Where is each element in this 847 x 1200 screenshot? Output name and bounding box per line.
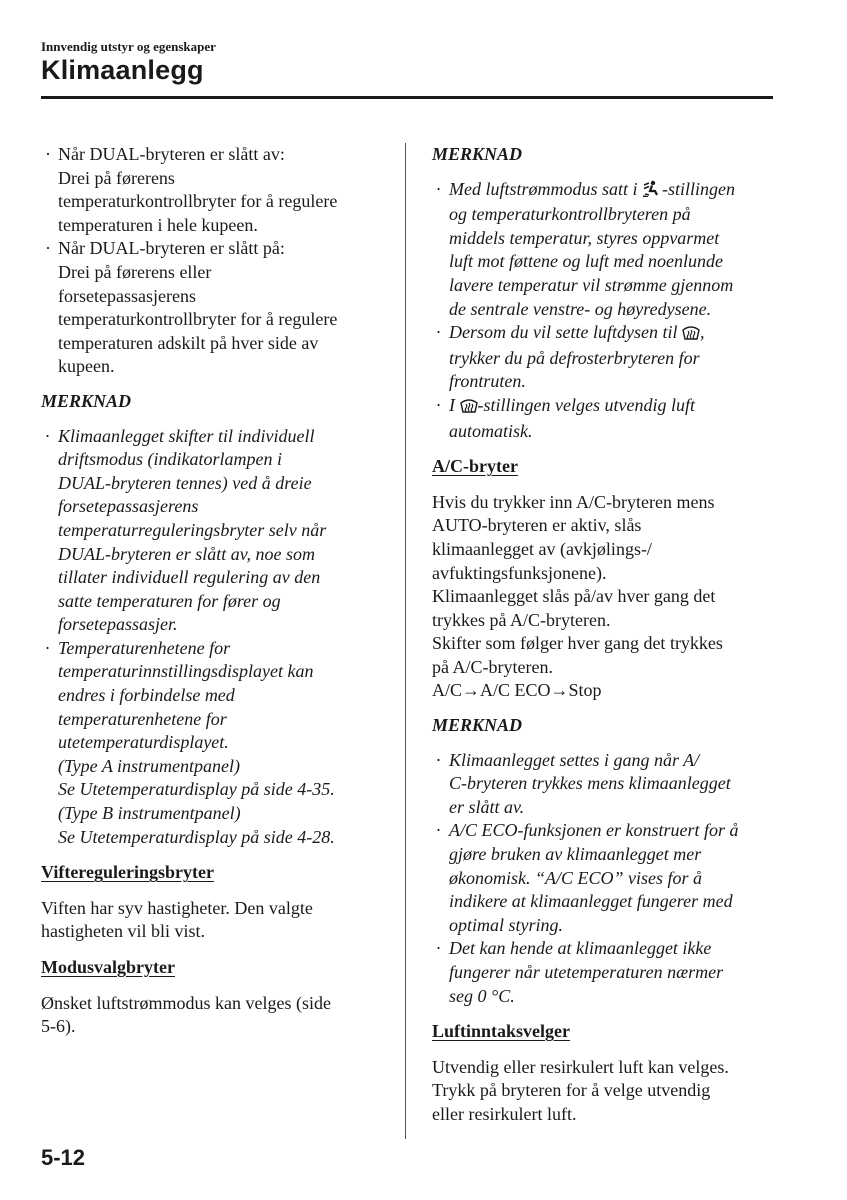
text-line: forsetepassasjerens [58,285,196,306]
text-line: A/C ECO-funksjonen er konstruert for å [449,820,739,841]
list-item [41,143,386,237]
list-item [41,637,386,849]
section-heading-air-intake: Luftinntaksvelger [432,1021,571,1042]
text-line: trykker du på defrosterbryteren for [449,347,700,368]
text-line: klimaanlegget av (avkjølings-/ [432,538,652,559]
section-label: Innvendig utstyr og egenskaper [41,39,216,54]
text-line: endres i forbindelse med [58,685,235,706]
floor-defrost-mode-icon [642,180,662,204]
text-line: Skifter som følger hver gang det trykkes [432,633,723,654]
left-column [41,143,386,1039]
text-line: indikere at klimaanlegget fungerer med [449,891,733,912]
list-item [41,237,386,379]
list-item [432,937,777,1008]
text-line: temperaturen adskilt på hver side av [58,332,319,353]
windshield-defrost-icon [682,323,700,347]
text-line: tillater individuell regulering av den [58,567,321,588]
section-heading-fan: Viftereguleringsbryter [41,862,214,883]
bullet-dot: · [436,938,441,959]
text-line: Klimaanlegget settes i gang når A/ [449,749,700,770]
text-line: temperaturen i hele kupeen. [58,214,258,235]
text-line: 5-6). [41,1016,76,1037]
text-line: Utvendig eller resirkulert luft kan velges. [432,1056,729,1077]
bullet-dot: · [436,820,441,841]
text-fragment: Med luftstrømmodus satt i [449,178,643,199]
text-line: (Type B instrumentpanel) [58,803,241,824]
text-line: Se Utetemperaturdisplay på side 4-28. [58,826,335,847]
bullet-dot: · [436,178,441,199]
section-heading-ac: A/C-bryter [432,456,518,477]
text-line: Klimaanlegget slås på/av hver gang det [432,586,716,607]
note-title: MERKNAD [41,390,132,411]
text-line: Drei på førerens eller [58,261,212,282]
text-line: temperaturreguleringsbryter selv når [58,519,327,540]
text-line: de sentrale venstre- og høyredysene. [449,298,712,319]
text-line: Se Utetemperaturdisplay på side 4-35. [58,779,335,800]
text-line: lavere temperatur vil strømme gjennom [449,274,734,295]
text-line: automatisk. [449,420,533,441]
text-line: Klimaanlegget skifter til individuell [58,425,315,446]
section-heading-mode: Modusvalgbryter [41,957,175,977]
text-line [449,321,777,347]
text-line: (Type A instrumentpanel) [58,755,240,776]
text-line: Når DUAL-bryteren er slått på: [58,238,285,259]
text-line: på A/C-bryteren. [432,656,553,677]
right-column [432,143,777,1127]
text-line: temperaturkontrollbryter for å regulere [58,309,338,330]
text-line: eller resirkulert luft. [432,1103,577,1124]
note-title: MERKNAD [432,715,523,736]
text-line [449,178,777,204]
text-line: temperaturinnstillingsdisplayet kan [58,661,314,682]
text-line: gjøre bruken av klimaanlegget mer [449,844,702,865]
note-title: MERKNAD [432,144,523,164]
bullet-dot: · [436,394,441,415]
text-line: kupeen. [58,356,115,377]
text-line: utetemperaturdisplayet. [58,732,229,753]
text-line: Drei på førerens [58,167,175,188]
text-line: satte temperaturen for fører og [58,590,281,611]
bullet-dot: · [45,238,51,259]
text-line: Når DUAL-bryteren er slått av: [58,144,285,164]
page-title: Klimaanlegg [41,55,204,85]
bullet-dot: · [436,749,441,770]
list-item [432,819,777,937]
text-line [449,394,777,420]
text-line: er slått av. [449,796,525,817]
text-line: optimal styring. [449,914,564,935]
windshield-defrost-icon [460,396,478,420]
text-line: og temperaturkontrollbryteren på [449,204,691,225]
text-line: DUAL-bryteren tennes) ved å dreie [58,472,312,493]
text-line: Trykk på bryteren for å velge utvendig [432,1080,711,1101]
text-line: Det kan hende at klimaanlegget ikke [449,938,712,959]
text-fragment: Dersom du vil sette luftdysen til [449,322,682,343]
text-line: forsetepassasjerens [58,496,199,517]
text-line: temperaturkontrollbryter for å regulere [58,191,338,212]
page-number: 5-12 [41,1145,86,1170]
text-line: trykkes på A/C-bryteren. [432,609,611,630]
text-line: DUAL-bryteren er slått av, noe som [58,543,315,564]
list-item [432,321,777,394]
text-line: økonomisk. “A/C ECO” vises for å [449,867,703,888]
text-line: forsetepassasjer. [58,614,178,635]
text-line: driftsmodus (indikatorlampen i [58,449,282,470]
text-line: seg 0 °C. [449,985,515,1006]
text-line: fungerer når utetemperaturen nærmer [449,962,724,982]
text-line: Temperaturenhetene for [58,637,231,658]
text-line: frontruten. [449,371,526,392]
list-item [432,749,777,820]
bullet-dot: · [45,425,50,446]
list-item [432,178,777,322]
bullet-dot: · [45,637,50,658]
bullet-dot: · [436,322,441,343]
text-fragment: I [449,394,460,415]
header-rule [41,96,773,99]
list-item [41,425,386,637]
text-fragment: , [699,322,705,343]
text-line: A/C→A/C ECO→Stop [432,680,602,701]
text-fragment: -stillingen [662,178,736,199]
text-line: middels temperatur, styres oppvarmet [449,227,720,248]
text-line: Viften har syv hastigheter. Den valgte [41,897,313,918]
text-line: Hvis du trykker inn A/C-bryteren mens [432,491,715,512]
text-line: Ønsket luftstrømmodus kan velges (side [41,992,331,1013]
text-fragment: -stillingen velges utvendig luft [477,394,695,415]
text-line: AUTO-bryteren er aktiv, slås [432,515,642,536]
column-divider [405,143,406,1139]
text-line: luft mot føttene og luft med noenlunde [449,251,723,272]
text-line: avfuktingsfunksjonene). [432,562,607,583]
list-item [432,394,777,443]
text-line: temperaturenhetene for [58,708,227,729]
text-line: hastigheten vil bli vist. [41,921,205,942]
bullet-dot: · [45,144,51,164]
text-line: C-bryteren trykkes mens klimaanlegget [449,773,731,794]
